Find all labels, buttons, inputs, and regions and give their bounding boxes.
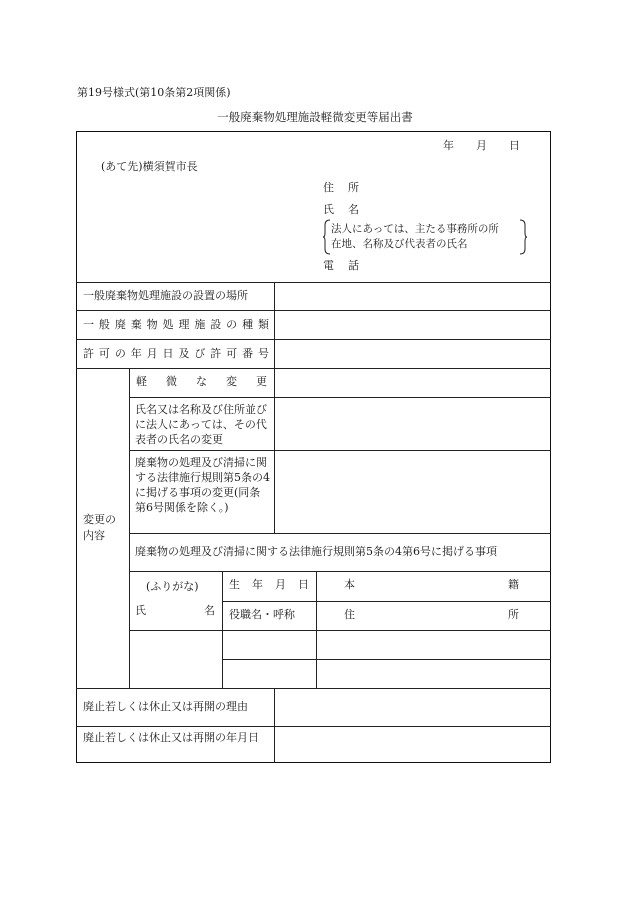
change-label-line2: 内容 xyxy=(83,529,105,542)
address-label-char: 住 xyxy=(323,181,334,194)
left-bracket-icon xyxy=(323,219,331,255)
permit-label-char: 号 xyxy=(257,347,269,360)
corporate-note-line1: 法人にあっては、主たる事務所の所 xyxy=(331,223,499,235)
rule-change-label: 廃棄物の処理及び清掃に関する法律施行規則第5条の4に掲げる事項の変更(同条第6号関係を除く。) xyxy=(135,456,270,514)
minor-change-char: 変 xyxy=(226,375,237,388)
birth-char: 月 xyxy=(275,578,286,591)
type-label-char: 処 xyxy=(162,318,174,331)
honseki-label xyxy=(344,578,519,592)
name-label-char: 氏 xyxy=(323,203,334,216)
jusho-char: 所 xyxy=(508,608,519,621)
birth-date-label xyxy=(229,578,309,592)
rule-reason xyxy=(76,726,551,727)
form-title: 一般廃棄物処理施設軽微変更等届出書 xyxy=(217,110,413,124)
shimei-label xyxy=(135,604,215,618)
month-label: 月 xyxy=(476,139,487,152)
type-label-char: 設 xyxy=(210,318,222,331)
rule-minor xyxy=(129,397,551,398)
furigana-label: (ふりがな) xyxy=(146,580,199,593)
permit-label-char: 年 xyxy=(130,347,142,360)
rule-type xyxy=(76,339,551,340)
corporate-note-text xyxy=(331,222,499,252)
permit-label-char: 許 xyxy=(210,347,222,360)
permit-label-char: 及 xyxy=(178,347,190,360)
minor-change-char: 更 xyxy=(256,375,267,388)
type-label-char: 物 xyxy=(146,318,158,331)
permit-label-char: 日 xyxy=(162,347,174,360)
position-label: 役職名・呼称 xyxy=(229,608,295,621)
divider-change-label xyxy=(129,368,130,688)
permit-label-char: 可 xyxy=(98,347,110,360)
addressee: (あて先)横須賀市長 xyxy=(101,160,198,173)
rule-location xyxy=(76,310,551,311)
type-label-char: 般 xyxy=(98,318,110,331)
divider-upper xyxy=(274,282,275,397)
type-label-char: の xyxy=(226,318,238,331)
rule-permit xyxy=(76,368,551,369)
day-label: 日 xyxy=(509,139,520,152)
type-label-char: 理 xyxy=(178,318,190,331)
change-label xyxy=(83,512,116,544)
right-bracket-icon xyxy=(519,219,527,255)
article6-label: 廃棄物の処理及び清掃に関する法律施行規則第5条の4第6号に掲げる事項 xyxy=(135,545,497,558)
rule-person-1 xyxy=(129,630,551,631)
minor-change-char: な xyxy=(196,375,207,388)
location-label: 一般廃棄物処理施設の設置の場所 xyxy=(83,289,248,302)
rule-article6 xyxy=(129,571,551,572)
divider-person-name xyxy=(222,571,223,688)
form-number: 第19号様式(第10条第2項関係) xyxy=(77,86,231,99)
permit-label-char: の xyxy=(114,347,126,360)
corporate-note-line2: 在地、名称及び代表者の氏名 xyxy=(331,238,468,250)
phone-label xyxy=(323,259,359,273)
type-label-char: 類 xyxy=(257,318,269,331)
divider-mid xyxy=(274,397,275,533)
corporate-note xyxy=(323,219,526,255)
permit-label xyxy=(83,347,269,361)
change-label-line1: 変更の xyxy=(83,513,116,526)
rule-rule-change xyxy=(129,533,551,534)
rule-person-2 xyxy=(222,659,551,660)
shimei-char: 氏 xyxy=(135,604,146,617)
minor-change-char: 軽 xyxy=(136,375,147,388)
name-label-char: 名 xyxy=(348,203,359,216)
divider-person-birth xyxy=(316,571,317,688)
jusho-char: 住 xyxy=(344,608,355,621)
rule-change-end xyxy=(76,688,551,689)
name-change-label: 氏名又は名称及び住所並びに法人にあっては、その代表者の氏名の変更 xyxy=(135,403,267,446)
phone-label-char: 話 xyxy=(348,259,359,272)
birth-char: 年 xyxy=(252,578,263,591)
year-label: 年 xyxy=(443,139,454,152)
honseki-char: 本 xyxy=(344,578,355,591)
honseki-char: 籍 xyxy=(508,578,519,591)
type-label-char: 棄 xyxy=(130,318,142,331)
address-label xyxy=(323,181,359,195)
date-labels xyxy=(443,139,520,153)
name-label xyxy=(323,203,359,217)
permit-label-char: 許 xyxy=(83,347,94,360)
birth-char: 生 xyxy=(229,578,240,591)
date-of-change-label: 廃止若しくは休止又は再開の年月日 xyxy=(83,731,259,744)
address-label-char: 所 xyxy=(348,181,359,194)
reason-label: 廃止若しくは休止又は再開の理由 xyxy=(83,700,248,713)
permit-label-char: 月 xyxy=(146,347,158,360)
permit-label-char: 番 xyxy=(242,347,254,360)
minor-change-char: 微 xyxy=(166,375,177,388)
phone-label-char: 電 xyxy=(323,259,334,272)
divider-lower xyxy=(274,688,275,763)
jusho-label xyxy=(344,608,519,622)
permit-label-char: び xyxy=(194,347,206,360)
type-label xyxy=(83,318,269,332)
birth-char: 日 xyxy=(298,578,309,591)
minor-change-label xyxy=(136,375,267,389)
rule-name-change xyxy=(129,450,551,451)
type-label-char: 廃 xyxy=(114,318,126,331)
rule-top-section xyxy=(76,282,551,283)
type-label-char: 一 xyxy=(83,318,94,331)
type-label-char: 施 xyxy=(194,318,206,331)
type-label-char: 種 xyxy=(242,318,254,331)
shimei-char: 名 xyxy=(204,604,215,617)
permit-label-char: 可 xyxy=(226,347,238,360)
rule-header-row xyxy=(222,601,551,602)
